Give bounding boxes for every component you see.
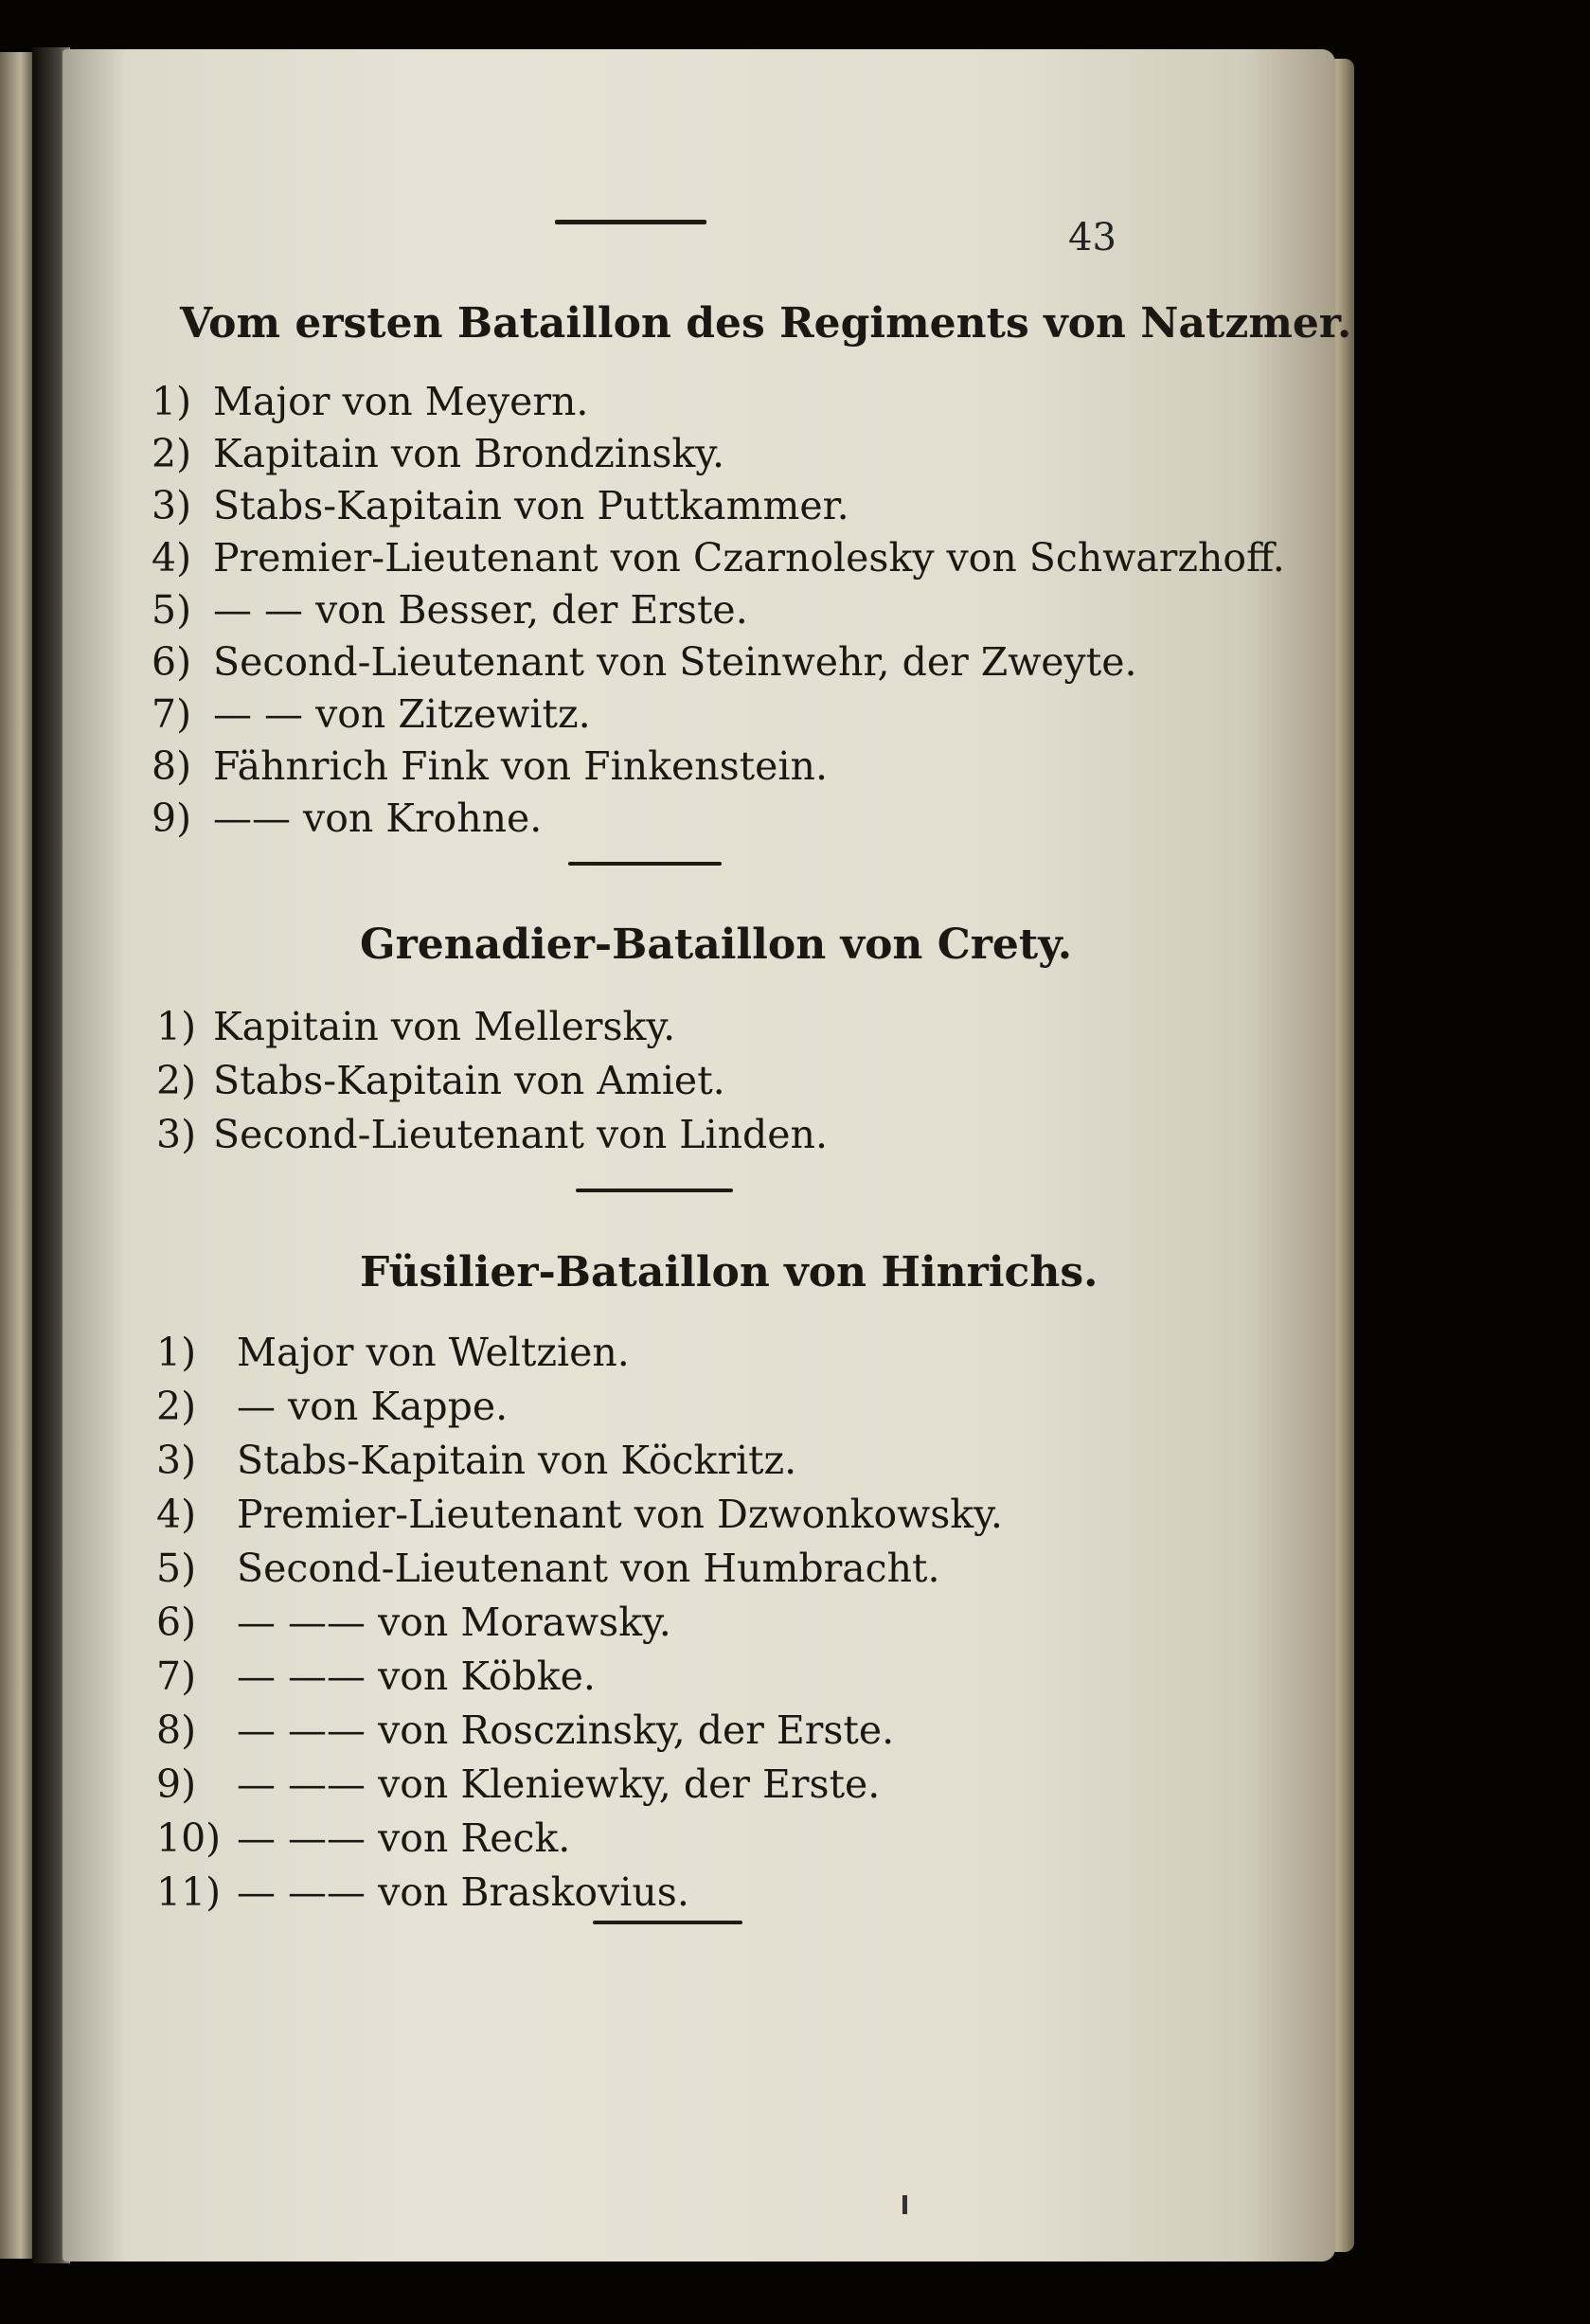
item-text: — —— von Rosczinsky, der Erste. bbox=[237, 1707, 895, 1753]
item-text: Second-Lieutenant von Linden. bbox=[213, 1112, 828, 1157]
item-number: 8) bbox=[152, 743, 192, 789]
list-item bbox=[156, 1869, 1245, 1915]
item-text: — —— von Morawsky. bbox=[237, 1600, 671, 1645]
list-item bbox=[152, 379, 1241, 424]
section-divider bbox=[568, 862, 722, 866]
list-item bbox=[152, 691, 1241, 737]
item-number: 2) bbox=[156, 1384, 197, 1429]
item-text: — —— von Braskovius. bbox=[237, 1869, 689, 1915]
list-item bbox=[156, 1438, 1245, 1483]
item-text: —— von Krohne. bbox=[213, 796, 543, 841]
section1-heading: Vom ersten Bataillon des Regiments von Natzmer. bbox=[180, 299, 1352, 348]
item-number: 9) bbox=[156, 1761, 197, 1807]
list-item bbox=[152, 587, 1241, 633]
section-divider bbox=[576, 1189, 733, 1192]
list-item bbox=[156, 1546, 1245, 1591]
list-item bbox=[156, 1112, 1245, 1157]
item-number: 3) bbox=[152, 483, 192, 528]
item-number: 7) bbox=[156, 1654, 197, 1699]
item-number: 4) bbox=[156, 1492, 197, 1537]
page-number: 43 bbox=[1068, 216, 1117, 259]
item-number: 5) bbox=[152, 587, 192, 633]
item-text: Major von Weltzien. bbox=[237, 1330, 630, 1375]
list-item bbox=[156, 1330, 1245, 1375]
item-text: — — von Zitzewitz. bbox=[213, 691, 591, 737]
section3-heading: Füsilier-Bataillon von Hinrichs. bbox=[360, 1248, 1099, 1296]
item-number: 1) bbox=[156, 1004, 197, 1049]
item-text: Second-Lieutenant von Humbracht. bbox=[237, 1546, 940, 1591]
list-item bbox=[156, 1492, 1245, 1537]
list-item bbox=[156, 1761, 1245, 1807]
bottom-rule bbox=[593, 1921, 742, 1924]
item-text: — von Kappe. bbox=[237, 1384, 509, 1429]
list-item bbox=[152, 431, 1241, 476]
list-item bbox=[152, 743, 1241, 789]
item-number: 6) bbox=[156, 1600, 197, 1645]
top-rule bbox=[555, 220, 706, 224]
item-text: Premier-Lieutenant von Czarnolesky von Schwarzhoff. bbox=[213, 535, 1285, 581]
item-text: — —— von Reck. bbox=[237, 1815, 571, 1861]
item-text: Major von Meyern. bbox=[213, 379, 589, 424]
list-item bbox=[156, 1654, 1245, 1699]
item-text: Kapitain von Brondzinsky. bbox=[213, 431, 725, 476]
item-text: Stabs-Kapitain von Köckritz. bbox=[237, 1438, 797, 1483]
item-number: 10) bbox=[156, 1815, 222, 1861]
item-number: 4) bbox=[152, 535, 192, 581]
item-text: Premier-Lieutenant von Dzwonkowsky. bbox=[237, 1492, 1003, 1537]
item-number: 7) bbox=[152, 691, 192, 737]
item-text: — —— von Kleniewky, der Erste. bbox=[237, 1761, 881, 1807]
item-number: 9) bbox=[152, 796, 192, 841]
list-item bbox=[156, 1707, 1245, 1753]
item-number: 5) bbox=[156, 1546, 197, 1591]
item-number: 6) bbox=[152, 639, 192, 685]
item-text: Stabs-Kapitain von Puttkammer. bbox=[213, 483, 849, 528]
item-number: 8) bbox=[156, 1707, 197, 1753]
item-number: 3) bbox=[156, 1438, 197, 1483]
item-number: 2) bbox=[156, 1058, 197, 1103]
item-text: Stabs-Kapitain von Amiet. bbox=[213, 1058, 725, 1103]
item-number: 2) bbox=[152, 431, 192, 476]
item-text: Kapitain von Mellersky. bbox=[213, 1004, 676, 1049]
list-item bbox=[152, 483, 1241, 528]
item-text: — —— von Köbke. bbox=[237, 1654, 596, 1699]
item-number: 3) bbox=[156, 1112, 197, 1157]
item-text: Fähnrich Fink von Finkenstein. bbox=[213, 743, 828, 789]
item-text: Second-Lieutenant von Steinwehr, der Zweyte. bbox=[213, 639, 1137, 685]
list-item bbox=[156, 1815, 1245, 1861]
item-number: 11) bbox=[156, 1869, 222, 1915]
item-number: 1) bbox=[152, 379, 192, 424]
list-item bbox=[156, 1058, 1245, 1103]
list-item bbox=[152, 796, 1241, 841]
page-mark bbox=[902, 2195, 907, 2214]
section2-heading: Grenadier-Bataillon von Crety. bbox=[360, 921, 1073, 969]
item-text: — — von Besser, der Erste. bbox=[213, 587, 748, 633]
list-item bbox=[156, 1004, 1245, 1049]
list-item bbox=[156, 1600, 1245, 1645]
item-number: 1) bbox=[156, 1330, 197, 1375]
list-item bbox=[152, 639, 1241, 685]
list-item bbox=[152, 535, 1285, 581]
list-item bbox=[156, 1384, 1245, 1429]
